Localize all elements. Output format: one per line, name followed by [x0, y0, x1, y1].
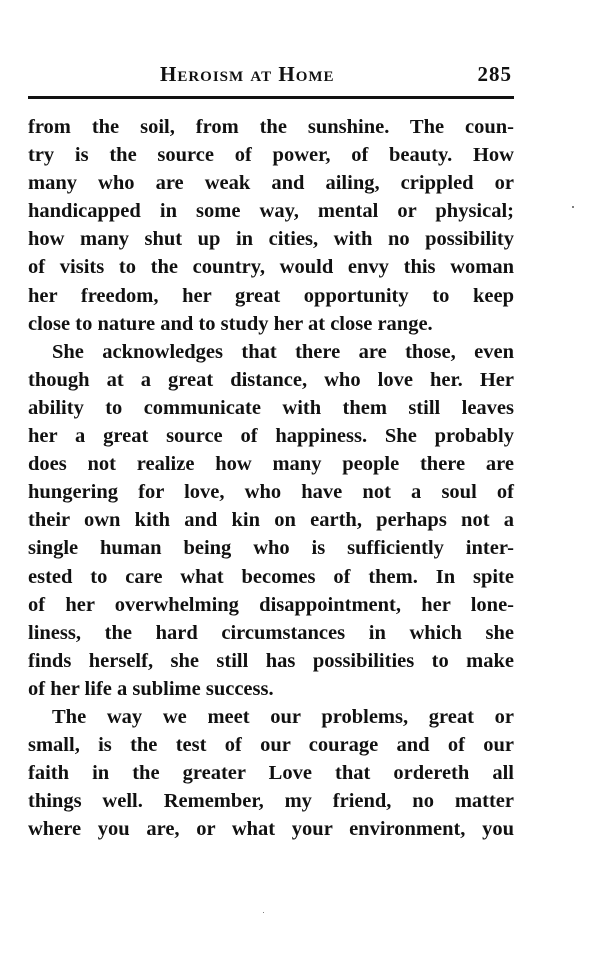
text-line: faith in the greater Love that ordereth all — [28, 762, 514, 785]
body-text — [28, 113, 514, 843]
text-line: finds herself, she still has possibilities to make — [28, 649, 514, 672]
text-line: her freedom, her great opportunity to keep — [28, 284, 514, 307]
text-line: things well. Remember, my friend, no matter — [28, 790, 514, 813]
text-line: She acknowledges that there are those, even — [52, 340, 514, 363]
text-line: from the soil, from the sunshine. The coun- — [28, 116, 514, 138]
text-line: The way we meet our problems, great or — [52, 705, 514, 728]
page-number: 285 — [477, 62, 512, 86]
book-page — [28, 0, 514, 968]
text-line: many who are weak and ailing, crippled or — [28, 172, 514, 195]
text-line: their own kith and kin on earth, perhaps not a — [28, 509, 514, 532]
text-line: try is the source of power, of beauty. How — [28, 144, 514, 167]
text-line: though at a great distance, who love her. Her — [28, 368, 514, 391]
paper-speck — [263, 912, 264, 913]
text-line: her a great source of happiness. She probably — [28, 425, 514, 448]
text-line: of her life a sublime success. — [28, 677, 274, 700]
text-line: ability to communicate with them still leaves — [28, 396, 514, 419]
text-line: handicapped in some way, mental or physical; — [28, 200, 514, 223]
text-line: liness, the hard circumstances in which she — [28, 621, 514, 644]
text-line: ested to care what becomes of them. In spite — [28, 565, 514, 588]
text-line: close to nature and to study her at close range. — [28, 312, 433, 335]
text-line: single human being who is sufficiently inter- — [28, 537, 514, 560]
text-line: how many shut up in cities, with no possibility — [28, 228, 514, 251]
text-line: of her overwhelming disappointment, her lone- — [28, 593, 514, 616]
text-line: where you are, or what your environment, you — [28, 818, 514, 841]
running-head — [28, 62, 514, 92]
paper-speck — [572, 206, 574, 208]
text-line: hungering for love, who have not a soul of — [28, 481, 514, 504]
header-rule — [28, 96, 514, 99]
running-title: Heroism at Home — [160, 62, 335, 86]
text-line: small, is the test of our courage and of our — [28, 734, 514, 757]
text-line: of visits to the country, would envy this woman — [28, 256, 514, 279]
text-line: does not realize how many people there are — [28, 453, 514, 476]
